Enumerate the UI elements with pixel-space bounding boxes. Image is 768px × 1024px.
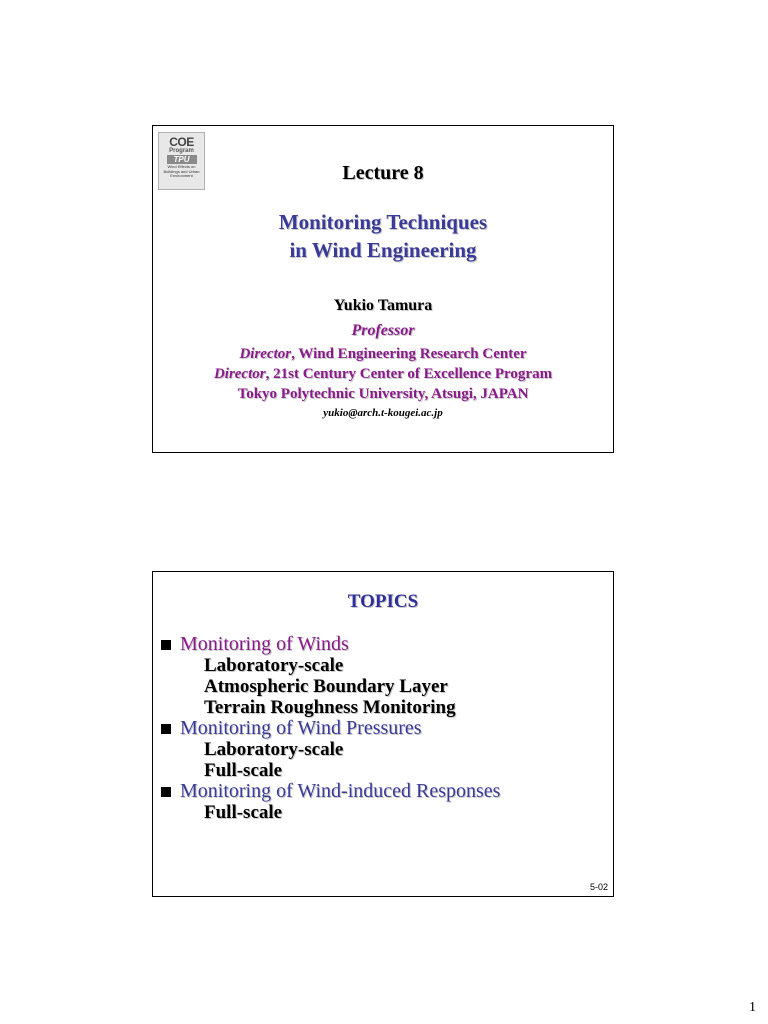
lecture-title [153, 208, 613, 264]
author-name: Yukio Tamura [333, 297, 433, 314]
square-bullet-icon [161, 724, 171, 734]
square-bullet-icon [161, 640, 171, 650]
affiliation-2: Director, 21st Century Center of Excellence Program [213, 366, 553, 382]
affiliation-1: Director, Wind Engineering Research Center [239, 346, 527, 362]
page-number: 1 [749, 1000, 756, 1015]
lecture-title-line-2: in Wind Engineering [289, 238, 477, 262]
topics-slide: TOPICS Monitoring of Winds Laboratory-scale Atmospheric Boundary Layer Terrain Roughness Monitoring Monitoring of Wind Pressures Laboratory-scale Full-scale Monitoring of Wind-induced Responses Full-scale 5-02 [152, 571, 614, 897]
slide-number: 5-02 [589, 882, 608, 892]
lecture-number: Lecture 8 [342, 162, 424, 184]
title-slide [152, 125, 614, 453]
coe-program-logo: COE Program TPU Wind Effects on Buildings and Urban Environment [158, 132, 205, 190]
square-bullet-icon [161, 787, 171, 797]
author-position: Professor [351, 322, 415, 339]
topics-heading: TOPICS [347, 591, 419, 612]
author-email: yukio@arch.t-kougei.ac.jp [323, 407, 443, 419]
affiliation-3: Tokyo Polytechnic University, Atsugi, JAPAN [237, 386, 529, 402]
lecture-title-line-1: Monitoring Techniques [278, 210, 488, 234]
